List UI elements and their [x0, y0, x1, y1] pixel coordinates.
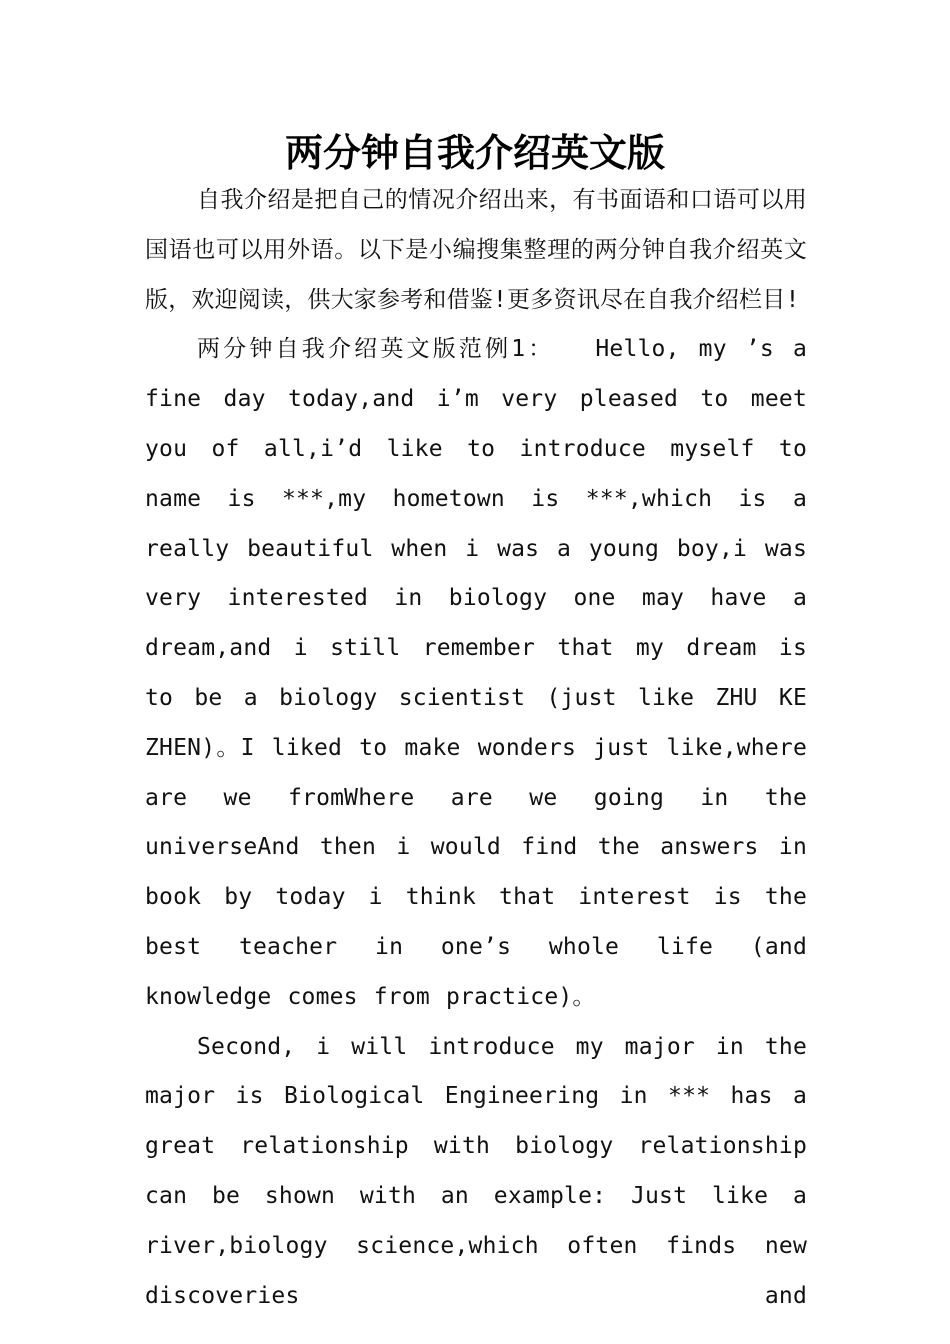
- example-paragraph-1: 两分钟自我介绍英文版范例1： Hello, my ’s a fine day today,and i’m very pleased to meet you of all,i’d like to introduce myself to name is ***,my hometown is ***,which is a really beautiful when i was a young boy,i was very interested in biology one may have a dream,and i still remember that my dream is to be a biology scientist (just like ZHU KE ZHEN)。I liked to make wonders just like,where are we fromWhere are we going in the universeAnd then i would find the answers in book by today i think that interest is the best teacher in one’s whole life (and knowledge comes from practice)。: [145, 336, 807, 1010]
- document-body: [145, 176, 807, 1321]
- example-paragraph-2: Second, i will introduce my major in the major is Biological Engineering in *** has a great relationship with biology relationship can be shown with an example: Just like a river,biology science,which often finds new discoveries and: [145, 1033, 807, 1309]
- document-title: 两分钟自我介绍英文版: [284, 130, 665, 175]
- intro-paragraph: 自我介绍是把自己的情况介绍出来，有书面语和口语可以用国语也可以用外语。以下是小编搜集整理的两分钟自我介绍英文版，欢迎阅读，供大家参考和借鉴!更多资讯尽在自我介绍栏目!: [145, 187, 807, 313]
